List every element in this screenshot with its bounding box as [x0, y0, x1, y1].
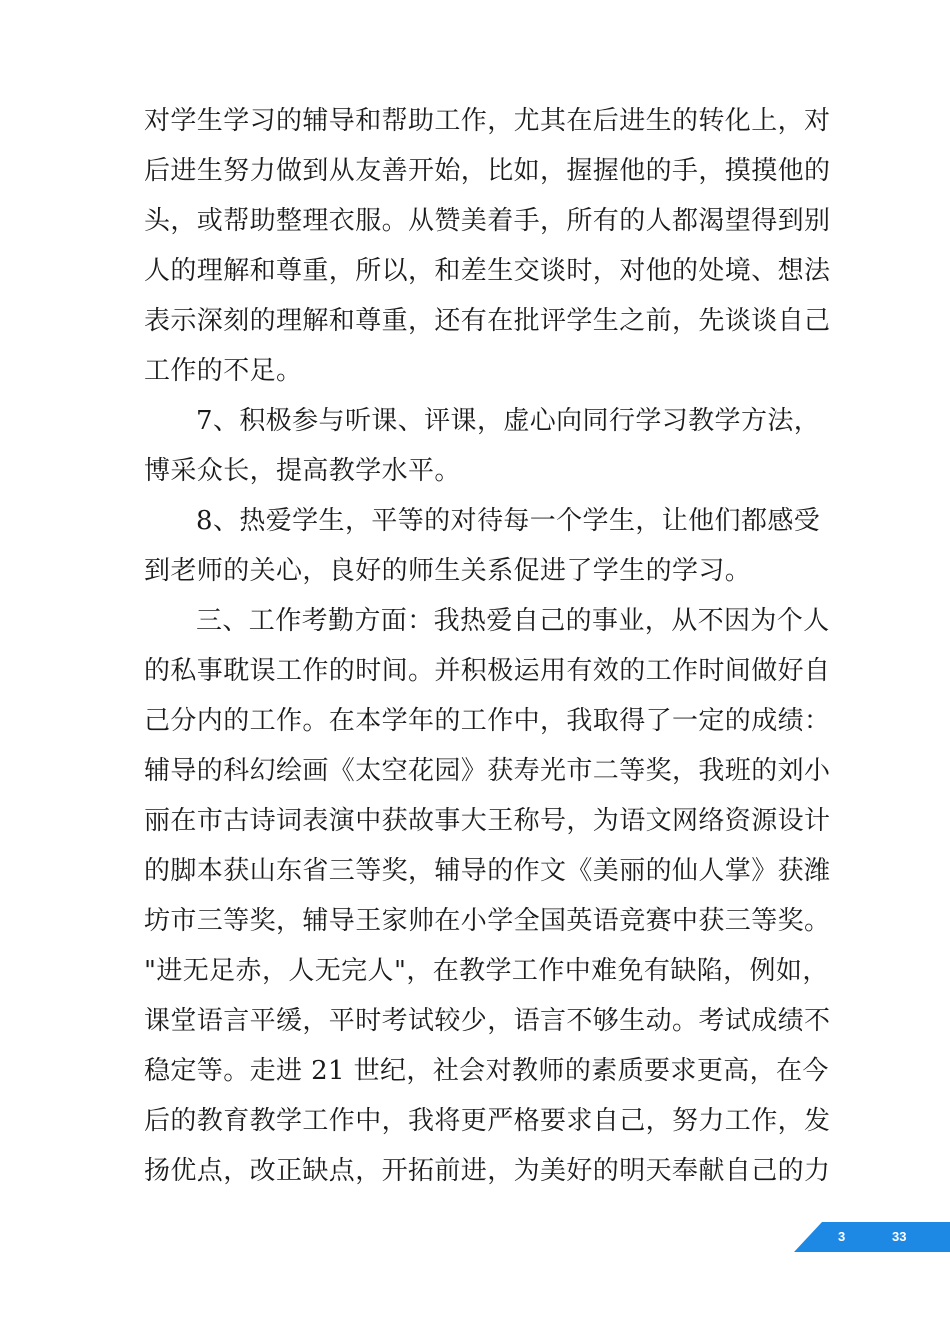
- text-line: 的脚本获山东省三等奖，辅导的作文《美丽的仙人掌》获潍: [144, 856, 831, 886]
- text-line: 的私事耽误工作的时间。并积极运用有效的工作时间做好自: [144, 656, 831, 686]
- text-line: 人的理解和尊重，所以，和差生交谈时，对他的处境、想法: [144, 256, 831, 286]
- text-line: 到老师的关心，良好的师生关系促进了学生的学习。: [144, 556, 752, 586]
- text-line: 7、积极参与听课、评课，虚心向同行学习教学方法，: [196, 406, 821, 436]
- text-line: 8、热爱学生，平等的对待每一个学生，让他们都感受: [196, 506, 821, 536]
- page-total: 33: [892, 1229, 907, 1244]
- text-line: 己分内的工作。在本学年的工作中，我取得了一定的成绩：: [144, 706, 831, 736]
- page-number: 3: [838, 1229, 846, 1244]
- text-line: 后的教育教学工作中，我将更严格要求自己，努力工作，发: [144, 1106, 831, 1136]
- text-line: 扬优点，改正缺点，开拓前进，为美好的明天奉献自己的力: [144, 1156, 831, 1186]
- text-line: 工作的不足。: [144, 356, 303, 386]
- document-body: [144, 96, 831, 1196]
- text-line: 丽在市古诗词表演中获故事大王称号，为语文网络资源设计: [144, 806, 831, 836]
- text-line: 博采众长，提高教学水平。: [144, 456, 461, 486]
- text-line: 后进生努力做到从友善开始，比如，握握他的手，摸摸他的: [144, 156, 831, 186]
- text-line: 辅导的科幻绘画《太空花园》获寿光市二等奖，我班的刘小: [144, 756, 831, 786]
- text-line: 头，或帮助整理衣服。从赞美着手，所有的人都渴望得到别: [144, 206, 831, 236]
- text-line: 三、工作考勤方面：我热爱自己的事业，从不因为个人: [196, 606, 830, 636]
- text-line: 坊市三等奖，辅导王家帅在小学全国英语竞赛中获三等奖。: [144, 906, 831, 936]
- text-line: 表示深刻的理解和尊重，还有在批评学生之前，先谈谈自己: [144, 306, 831, 336]
- text-line: 稳定等。走进 21 世纪，社会对教师的素质要求更高，在今: [144, 1056, 829, 1086]
- text-line: "进无足赤，人无完人"，在教学工作中难免有缺陷，例如，: [144, 956, 829, 986]
- page-badge: [794, 1222, 950, 1252]
- text-line: 对学生学习的辅导和帮助工作，尤其在后进生的转化上，对: [144, 106, 831, 136]
- text-line: 课堂语言平缓，平时考试较少，语言不够生动。考试成绩不: [144, 1006, 831, 1036]
